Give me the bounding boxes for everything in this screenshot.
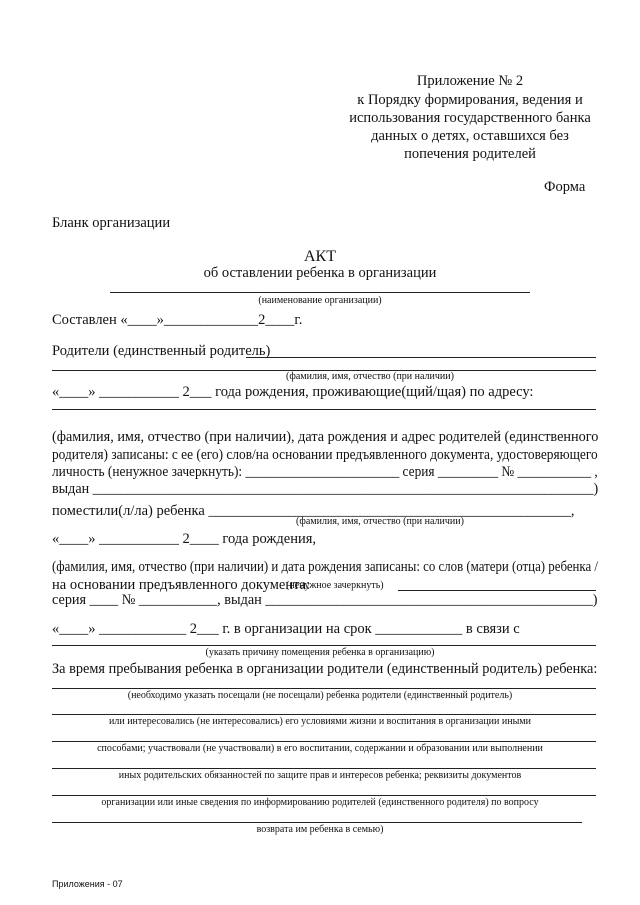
para1-line-3: личность (ненужное зачеркнуть): _______________________ серия _________ № ___________ , [52, 464, 598, 480]
appendix-line-2: использования государственного банка [349, 110, 591, 126]
during-hint-5: организации или иные сведения по информированию родителей (единственного родителя) по вопросу [101, 797, 539, 808]
during-hint-6: возврата им ребенка в семью) [256, 824, 384, 835]
para1-line-4: выдан _______________________________________________________________________) [52, 481, 599, 497]
page-footer: Приложения - 07 [52, 879, 123, 889]
org-name-hint: (наименование организации) [258, 295, 382, 306]
appendix-line-3: данных о детях, оставшихся без [371, 128, 569, 144]
para1-line-2: родителя) записаны: с ее (его) слов/на основании предъявленного документа, удостоверяющего [52, 447, 598, 463]
during-hint-4: иных родительских обязанностей по защите прав и интересов ребенка; реквизиты документов [118, 770, 522, 781]
para2-line-3: серия ____ № ___________, выдан ______________________________________________) [52, 592, 598, 608]
term-line: «____» ____________ 2___ г. в организации на срок ____________ в связи с [52, 621, 520, 637]
form-label: Форма [544, 179, 586, 195]
org-name-line [110, 292, 530, 293]
parents-name-hint: (фамилия, имя, отчество (при наличии) [286, 371, 454, 382]
child-birth-line: «____» ___________ 2____ года рождения, [52, 531, 317, 547]
during-hint-2: или интересовались (не интересовались) его условиями жизни и воспитания в организации иными [109, 716, 531, 727]
para2-line-2a: на основании предъявленного документа: [52, 577, 311, 593]
para1-line-1: (фамилия, имя, отчество (при наличии), дата рождения и адрес родителей (единственного [52, 429, 599, 445]
appendix-title: Приложение № 2 [416, 73, 524, 89]
during-fill-line-6 [52, 822, 582, 823]
during-line: За время пребывания ребенка в организации родители (единственный родитель) ребенка: [52, 661, 598, 677]
during-fill-line-3 [52, 741, 596, 742]
child-name-hint: (фамилия, имя, отчество (при наличии) [296, 516, 464, 527]
during-fill-line-5 [52, 795, 596, 796]
org-blank-label: Бланк организации [52, 215, 171, 231]
child-placed-line: поместили(л/ла) ребенка __________________________________________________, [52, 503, 575, 519]
during-fill-line-2 [52, 714, 596, 715]
appendix-line-4: попечения родителей [404, 146, 536, 162]
act-subtitle: об оставлении ребенка в организации [203, 265, 437, 281]
during-fill-line-1 [52, 688, 596, 689]
appendix-line-1: к Порядку формирования, ведения и [357, 92, 583, 108]
parents-name-line [246, 357, 596, 358]
term-reason-hint: (указать причину помещения ребенка в организацию) [205, 647, 435, 658]
para2-line-1: (фамилия, имя, отчество (при наличии) и дата рождения записаны: со слов (матери (отца) ребенка / [52, 559, 599, 575]
parents-birth-line: «____» ___________ 2___ года рождения, проживающие(щий/щая) по адресу: [52, 384, 534, 400]
during-hint-3: способами; участвовали (не участвовали) в его воспитании, содержании и образовании или выполнении [97, 743, 543, 754]
term-reason-line [52, 645, 596, 646]
para2-doc-line [398, 590, 596, 591]
during-hint-1: (необходимо указать посещали (не посещали) ребенка родители (единственный родитель) [127, 690, 513, 701]
during-fill-line-4 [52, 768, 596, 769]
composed-line: Составлен «____»_____________2____г. [52, 312, 303, 328]
parents-label: Родители (единственный родитель) [52, 343, 271, 359]
para2-line-2b: (ненужное зачеркнуть) [286, 580, 384, 591]
address-line [52, 409, 596, 410]
act-title: АКТ [304, 248, 336, 265]
